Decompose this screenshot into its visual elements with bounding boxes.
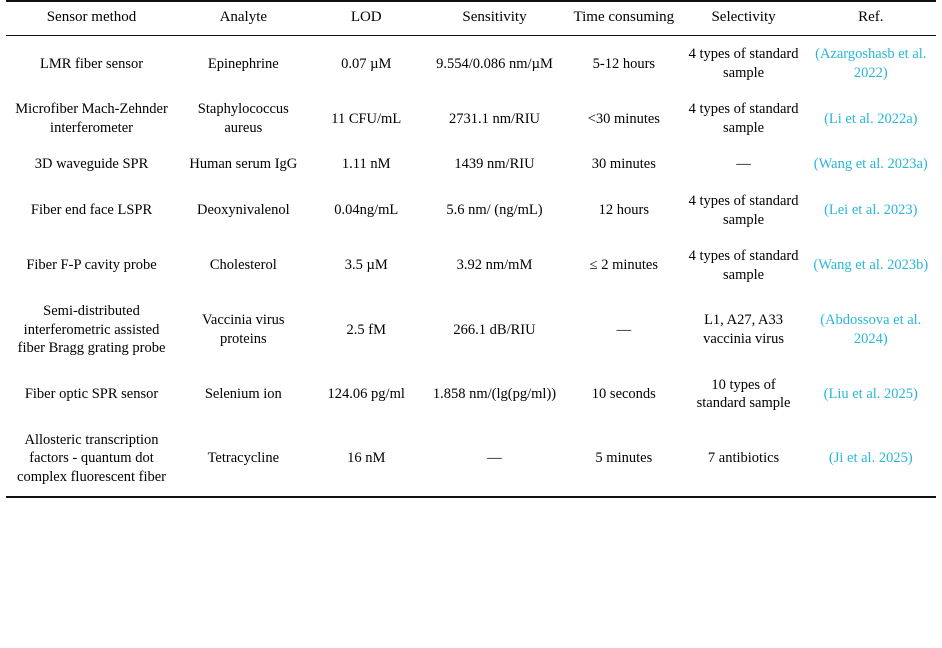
cell-reference-link[interactable]: (Liu et al. 2025) xyxy=(823,386,918,403)
cell-sensitivity: 2731.1 nm/RIU xyxy=(448,110,540,127)
column-header-selectivity: Selectivity xyxy=(682,1,806,36)
cell-analyte: Tetracycline xyxy=(177,422,310,497)
cell-reference-link[interactable]: (Lei et al. 2023) xyxy=(824,202,918,219)
cell-sensitivity: 1.858 nm/(lg(pg/ml)) xyxy=(432,386,557,403)
cell-sensor-method: Fiber optic SPR sensor xyxy=(24,386,159,403)
cell-lod: 0.04ng/mL xyxy=(334,202,399,219)
cell-time-consuming: <30 minutes xyxy=(587,110,660,127)
table-row xyxy=(6,293,936,367)
cell-time-consuming: 5 minutes xyxy=(566,422,681,497)
cell-analyte: Epinephrine xyxy=(207,55,279,72)
cell-selectivity: L1, A27, A33 vaccinia virus xyxy=(703,312,785,347)
cell-sensitivity: — xyxy=(423,422,566,497)
cell-lod: 11 CFU/mL xyxy=(331,110,402,127)
table-header xyxy=(6,1,936,36)
cell-lod: 2.5 fM xyxy=(346,321,386,338)
cell-lod: 0.07 µM xyxy=(341,55,392,72)
cell-time-consuming: 5-12 hours xyxy=(592,55,656,72)
cell-time-consuming: 10 seconds xyxy=(591,386,656,403)
cell-analyte: Deoxynivalenol xyxy=(196,202,290,219)
cell-reference-link[interactable]: (Wang et al. 2023b) xyxy=(813,257,929,274)
column-header-time-consuming: Time consuming xyxy=(566,1,681,36)
column-header-sensor-method: Sensor method xyxy=(6,1,177,36)
cell-sensitivity: 1439 nm/RIU xyxy=(454,156,535,173)
table-row xyxy=(6,183,936,238)
cell-sensitivity: 3.92 nm/mM xyxy=(456,257,533,274)
cell-time-consuming: ≤ 2 minutes xyxy=(589,257,659,274)
cell-analyte: Staphylococcus aureus xyxy=(197,101,289,136)
cell-sensor-method: 3D waveguide SPR xyxy=(34,156,149,173)
cell-sensor-method: Fiber end face LSPR xyxy=(30,202,153,219)
table-row xyxy=(6,36,936,92)
cell-lod: 16 nM xyxy=(310,422,423,497)
cell-reference-link[interactable]: (Abdossova et al. 2024) xyxy=(820,312,922,347)
column-header-lod: LOD xyxy=(310,1,423,36)
table-row xyxy=(6,146,936,183)
table-row xyxy=(6,91,936,146)
cell-analyte: Cholesterol xyxy=(209,257,277,274)
cell-sensor-method: Allosteric transcription factors - quantum dot complex fluorescent fiber xyxy=(6,422,177,497)
cell-sensor-method: Microfiber Mach-Zehnder interferometer xyxy=(15,101,168,136)
cell-reference-link[interactable]: (Wang et al. 2023a) xyxy=(813,156,928,173)
table-body xyxy=(6,36,936,497)
cell-lod: 124.06 pg/ml xyxy=(327,386,405,403)
cell-selectivity: 7 antibiotics xyxy=(682,422,806,497)
cell-analyte: Human serum IgG xyxy=(189,156,298,173)
header-row xyxy=(6,1,936,36)
table-row xyxy=(6,367,936,422)
cell-selectivity: 4 types of standard sample xyxy=(688,192,799,228)
cell-time-consuming: 12 hours xyxy=(598,202,649,219)
cell-selectivity: 4 types of standard sample xyxy=(688,248,799,283)
cell-analyte: Vaccinia virus proteins xyxy=(202,312,285,347)
table-row xyxy=(6,422,936,497)
cell-reference-link[interactable]: (Li et al. 2022a) xyxy=(824,110,918,127)
cell-time-consuming: 30 minutes xyxy=(591,156,656,173)
column-header-sensitivity: Sensitivity xyxy=(423,1,566,36)
cell-sensitivity: 5.6 nm/ (ng/mL) xyxy=(446,202,543,219)
cell-analyte: Selenium ion xyxy=(204,386,282,403)
cell-selectivity: 4 types of standard sample xyxy=(688,46,799,81)
cell-lod: 3.5 µM xyxy=(344,257,388,274)
cell-sensor-method: LMR fiber sensor xyxy=(39,55,144,72)
column-header-analyte: Analyte xyxy=(177,1,310,36)
table-row xyxy=(6,238,936,293)
cell-sensitivity: 9.554/0.086 nm/µM xyxy=(436,55,553,72)
cell-reference-link[interactable]: (Ji et al. 2025) xyxy=(806,422,936,497)
cell-reference-link[interactable]: (Azargoshasb et al. 2022) xyxy=(815,46,927,81)
sensor-comparison-table xyxy=(6,0,936,498)
cell-time-consuming: — xyxy=(616,321,632,338)
cell-sensor-method: Semi-distributed interferometric assisted fiber Bragg grating probe xyxy=(17,303,166,357)
cell-sensitivity: 266.1 dB/RIU xyxy=(453,321,536,338)
cell-selectivity: 10 types of standard sample xyxy=(696,376,791,412)
cell-lod: 1.11 nM xyxy=(341,156,391,173)
cell-selectivity: — xyxy=(736,156,751,173)
cell-sensor-method: Fiber F-P cavity probe xyxy=(26,257,157,274)
cell-selectivity: 4 types of standard sample xyxy=(688,101,799,136)
column-header-ref: Ref. xyxy=(806,1,936,36)
